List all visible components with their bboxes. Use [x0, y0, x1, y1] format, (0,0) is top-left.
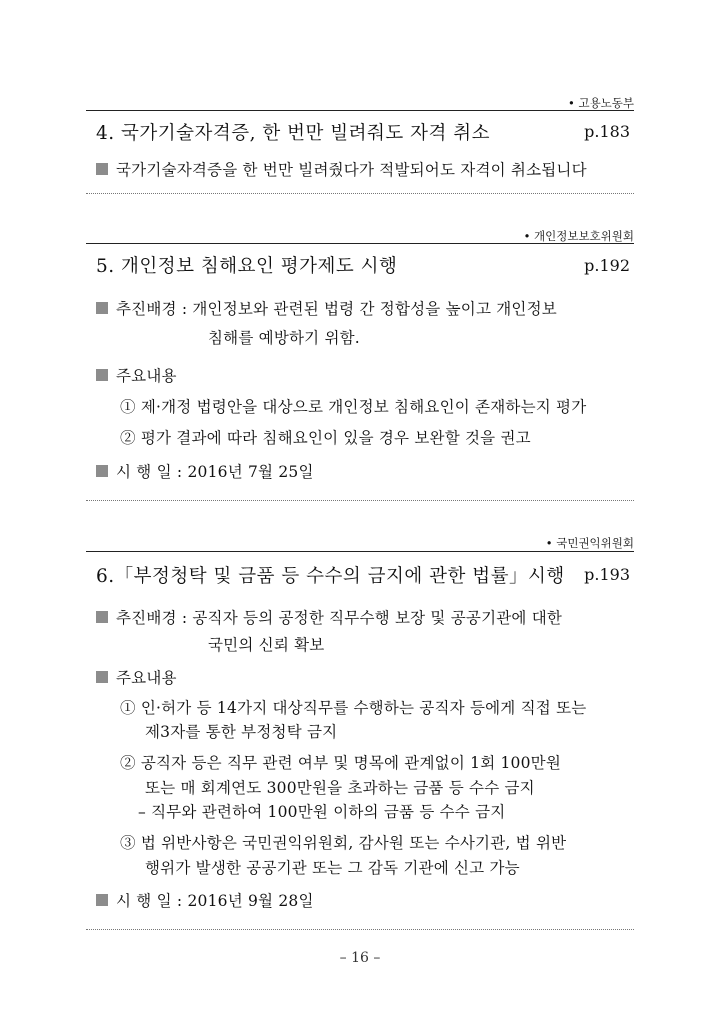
agency-label: • 개인정보보호위원회 [523, 229, 634, 243]
effective-date [96, 889, 314, 911]
content-item: ① 제·개정 법령안을 대상으로 개인정보 침해요인이 존재하는지 평가 [120, 398, 587, 416]
square-bullet-icon [96, 611, 108, 623]
background-line-cont: 침해를 예방하기 위함. [208, 329, 360, 347]
content-item-cont: 행위가 발생한 공공기관 또는 그 감독 기관에 신고 가능 [145, 859, 520, 877]
background-line [96, 606, 562, 628]
dotted-divider [86, 500, 634, 501]
square-bullet-icon [96, 894, 108, 906]
effective-date [96, 460, 314, 482]
section-rule [86, 110, 634, 111]
content-item: ② 평가 결과에 따라 침해요인이 있을 경우 보완할 것을 권고 [120, 429, 531, 447]
content-label [96, 364, 177, 386]
square-bullet-icon [96, 465, 108, 477]
content-item-cont: 제3자를 통한 부정청탁 금지 [145, 723, 338, 741]
content-label-text: 주요내용 [116, 367, 177, 385]
summary-line [96, 158, 587, 180]
dotted-divider [86, 929, 634, 930]
content-label-text: 주요내용 [116, 669, 177, 687]
square-bullet-icon [96, 302, 108, 314]
section-title: 4. 국가기술자격증, 한 번만 빌려줘도 자격 취소 [96, 123, 490, 144]
page-reference: p.192 [584, 256, 630, 275]
content-item: ① 인·허가 등 14가지 대상직무를 수행하는 공직자 등에게 직접 또는 [120, 699, 587, 717]
page-reference: p.193 [584, 565, 630, 584]
square-bullet-icon [96, 671, 108, 683]
page-number: – 16 – [339, 950, 381, 966]
content-item: ③ 법 위반사항은 국민권익위원회, 감사원 또는 수사기관, 법 위반 [120, 834, 567, 852]
effective-date-text: 시 행 일 : 2016년 7월 25일 [116, 463, 314, 481]
section-rule [86, 243, 634, 244]
background-text: 추진배경 : 공직자 등의 공정한 직무수행 보장 및 공공기관에 대한 [116, 609, 563, 627]
section-title: 5. 개인정보 침해요인 평가제도 시행 [96, 256, 398, 277]
background-line-cont: 국민의 신뢰 확보 [208, 636, 325, 654]
content-item-cont: 또는 매 회계연도 300만원을 초과하는 금품 등 수수 금지 [145, 779, 535, 797]
section-title: 6.「부정청탁 및 금품 등 수수의 금지에 관한 법률」시행 [96, 566, 565, 587]
square-bullet-icon [96, 369, 108, 381]
content-label [96, 666, 177, 688]
content-item: ② 공직자 등은 직무 관련 여부 및 명목에 관계없이 1회 100만원 [120, 754, 562, 772]
agency-label: • 고용노동부 [568, 96, 634, 110]
background-text: 추진배경 : 개인정보와 관련된 법령 간 정합성을 높이고 개인정보 [116, 300, 557, 318]
effective-date-text: 시 행 일 : 2016년 9월 28일 [116, 892, 314, 910]
background-line [96, 297, 557, 319]
page-reference: p.183 [584, 122, 630, 141]
section-rule [86, 551, 634, 552]
dotted-divider [86, 193, 634, 194]
agency-label: • 국민권익위원회 [545, 536, 634, 550]
content-subitem: – 직무와 관련하여 100만원 이하의 금품 등 수수 금지 [138, 803, 506, 821]
summary-text: 국가기술자격증을 한 번만 빌려줬다가 적발되어도 자격이 취소됩니다 [116, 161, 587, 179]
square-bullet-icon [96, 163, 108, 175]
